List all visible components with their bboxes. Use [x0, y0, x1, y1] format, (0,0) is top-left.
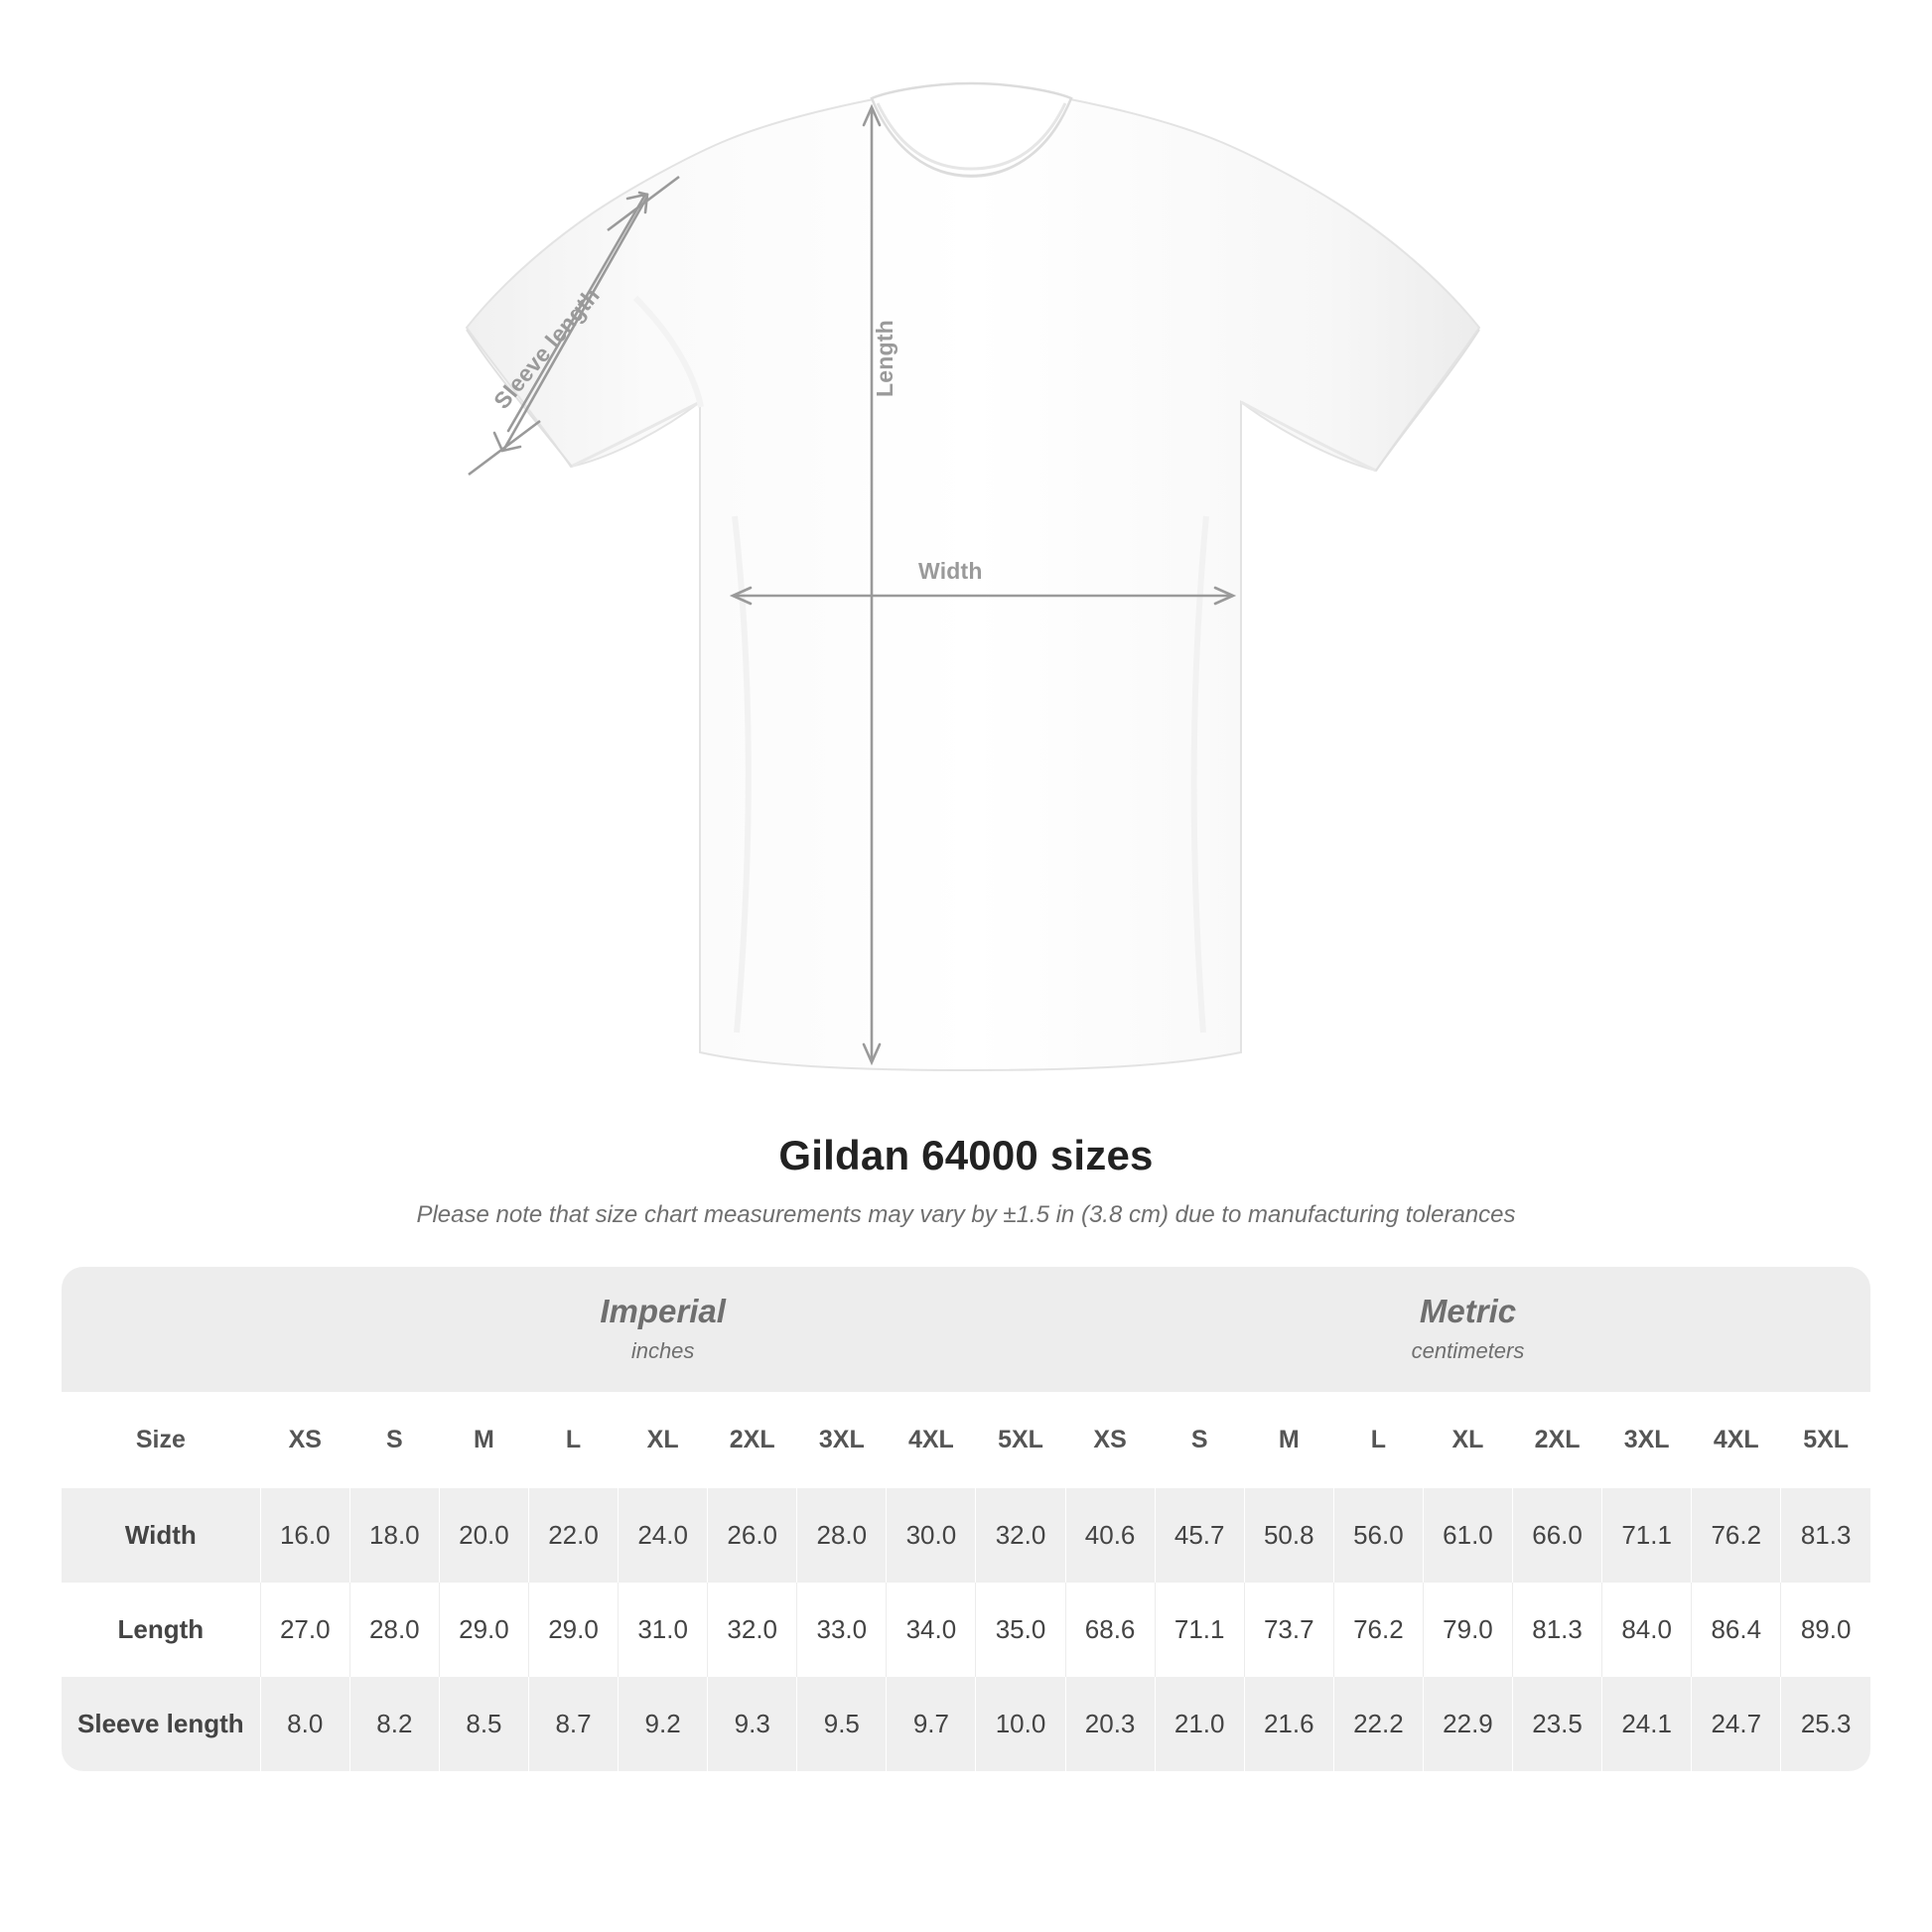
cell-width-imperial-xs: 16.0 — [260, 1488, 349, 1583]
cell-width-imperial-xl: 24.0 — [619, 1488, 708, 1583]
cell-width-metric-s: 45.7 — [1155, 1488, 1244, 1583]
cell-length-metric-xl: 79.0 — [1423, 1583, 1512, 1677]
unit-metric-cell — [1065, 1267, 1870, 1392]
cell-width-metric-xl: 61.0 — [1423, 1488, 1512, 1583]
cell-width-metric-5xl: 81.3 — [1781, 1488, 1870, 1583]
dimension-label-width: Width — [918, 558, 983, 584]
cell-length-metric-s: 71.1 — [1155, 1583, 1244, 1677]
cell-sleeve-imperial-2xl: 9.3 — [708, 1677, 797, 1771]
header-size-imperial-m: M — [439, 1392, 528, 1488]
unit-system-row — [62, 1267, 1870, 1392]
header-size-metric-3xl: 3XL — [1602, 1392, 1692, 1488]
page-title: Gildan 64000 sizes — [778, 1132, 1154, 1178]
cell-sleeve-metric-l: 22.2 — [1333, 1677, 1423, 1771]
cell-width-metric-l: 56.0 — [1333, 1488, 1423, 1583]
unit-imperial-sub: inches — [630, 1338, 695, 1363]
cell-width-metric-2xl: 66.0 — [1513, 1488, 1602, 1583]
size-table — [62, 1267, 1870, 1771]
cell-length-imperial-xs: 27.0 — [260, 1583, 349, 1677]
cell-length-metric-xs: 68.6 — [1065, 1583, 1155, 1677]
size-header-row — [62, 1392, 1870, 1488]
column-header-size: Size — [62, 1392, 260, 1488]
cell-width-imperial-3xl: 28.0 — [797, 1488, 887, 1583]
cell-width-imperial-2xl: 26.0 — [708, 1488, 797, 1583]
cell-width-imperial-4xl: 30.0 — [887, 1488, 976, 1583]
header-size-metric-xl: XL — [1423, 1392, 1512, 1488]
unit-imperial-label: Imperial — [600, 1293, 726, 1329]
cell-sleeve-imperial-3xl: 9.5 — [797, 1677, 887, 1771]
cell-length-imperial-m: 29.0 — [439, 1583, 528, 1677]
cell-width-imperial-l: 22.0 — [528, 1488, 618, 1583]
cell-sleeve-imperial-m: 8.5 — [439, 1677, 528, 1771]
unit-metric-label: Metric — [1419, 1293, 1517, 1329]
header-size-imperial-5xl: 5XL — [976, 1392, 1065, 1488]
cell-width-metric-m: 50.8 — [1244, 1488, 1333, 1583]
cell-length-imperial-3xl: 33.0 — [797, 1583, 887, 1677]
header-size-imperial-xs: XS — [260, 1392, 349, 1488]
cell-sleeve-imperial-5xl: 10.0 — [976, 1677, 1065, 1771]
cell-length-imperial-5xl: 35.0 — [976, 1583, 1065, 1677]
row-header-width: Width — [62, 1488, 260, 1583]
cell-sleeve-imperial-l: 8.7 — [528, 1677, 618, 1771]
cell-length-metric-2xl: 81.3 — [1513, 1583, 1602, 1677]
cell-sleeve-metric-xs: 20.3 — [1065, 1677, 1155, 1771]
size-table-container — [62, 1267, 1870, 1771]
row-header-sleeve-length: Sleeve length — [62, 1677, 260, 1771]
dimension-label-sleeve-length: Sleeve length — [488, 282, 605, 414]
header-size-metric-4xl: 4XL — [1692, 1392, 1781, 1488]
header-size-imperial-xl: XL — [619, 1392, 708, 1488]
title-block — [0, 1132, 1932, 1229]
cell-length-imperial-xl: 31.0 — [619, 1583, 708, 1677]
unit-imperial-cell — [260, 1267, 1065, 1392]
cell-sleeve-imperial-xs: 8.0 — [260, 1677, 349, 1771]
cell-length-imperial-s: 28.0 — [349, 1583, 439, 1677]
cell-sleeve-metric-2xl: 23.5 — [1513, 1677, 1602, 1771]
header-size-metric-xs: XS — [1065, 1392, 1155, 1488]
cell-length-imperial-l: 29.0 — [528, 1583, 618, 1677]
header-size-imperial-2xl: 2XL — [708, 1392, 797, 1488]
header-size-imperial-l: L — [528, 1392, 618, 1488]
cell-width-imperial-m: 20.0 — [439, 1488, 528, 1583]
cell-sleeve-imperial-xl: 9.2 — [619, 1677, 708, 1771]
cell-length-imperial-2xl: 32.0 — [708, 1583, 797, 1677]
cell-sleeve-imperial-s: 8.2 — [349, 1677, 439, 1771]
cell-length-metric-5xl: 89.0 — [1781, 1583, 1870, 1677]
cell-sleeve-metric-5xl: 25.3 — [1781, 1677, 1870, 1771]
table-row — [62, 1583, 1870, 1677]
cell-width-metric-xs: 40.6 — [1065, 1488, 1155, 1583]
cell-length-imperial-4xl: 34.0 — [887, 1583, 976, 1677]
header-size-imperial-3xl: 3XL — [797, 1392, 887, 1488]
cell-sleeve-metric-xl: 22.9 — [1423, 1677, 1512, 1771]
cell-length-metric-l: 76.2 — [1333, 1583, 1423, 1677]
header-size-metric-l: L — [1333, 1392, 1423, 1488]
header-size-metric-2xl: 2XL — [1513, 1392, 1602, 1488]
tolerance-note: Please note that size chart measurements may vary by ±1.5 in (3.8 cm) due to manufacturing tolerances — [416, 1201, 1516, 1228]
table-row — [62, 1677, 1870, 1771]
cell-sleeve-metric-4xl: 24.7 — [1692, 1677, 1781, 1771]
unit-metric-sub: centimeters — [1411, 1338, 1525, 1363]
cell-width-imperial-s: 18.0 — [349, 1488, 439, 1583]
cell-length-metric-3xl: 84.0 — [1602, 1583, 1692, 1677]
cell-sleeve-imperial-4xl: 9.7 — [887, 1677, 976, 1771]
header-size-metric-5xl: 5XL — [1781, 1392, 1870, 1488]
header-size-imperial-s: S — [349, 1392, 439, 1488]
table-row — [62, 1488, 1870, 1583]
header-size-metric-m: M — [1244, 1392, 1333, 1488]
cell-length-metric-4xl: 86.4 — [1692, 1583, 1781, 1677]
cell-sleeve-metric-m: 21.6 — [1244, 1677, 1333, 1771]
dimension-label-length: Length — [872, 320, 897, 397]
cell-sleeve-metric-s: 21.0 — [1155, 1677, 1244, 1771]
header-size-metric-s: S — [1155, 1392, 1244, 1488]
unit-row-spacer — [62, 1267, 260, 1392]
cell-width-metric-3xl: 71.1 — [1602, 1488, 1692, 1583]
row-header-length: Length — [62, 1583, 260, 1677]
cell-sleeve-metric-3xl: 24.1 — [1602, 1677, 1692, 1771]
header-size-imperial-4xl: 4XL — [887, 1392, 976, 1488]
cell-width-metric-4xl: 76.2 — [1692, 1488, 1781, 1583]
cell-width-imperial-5xl: 32.0 — [976, 1488, 1065, 1583]
cell-length-metric-m: 73.7 — [1244, 1583, 1333, 1677]
